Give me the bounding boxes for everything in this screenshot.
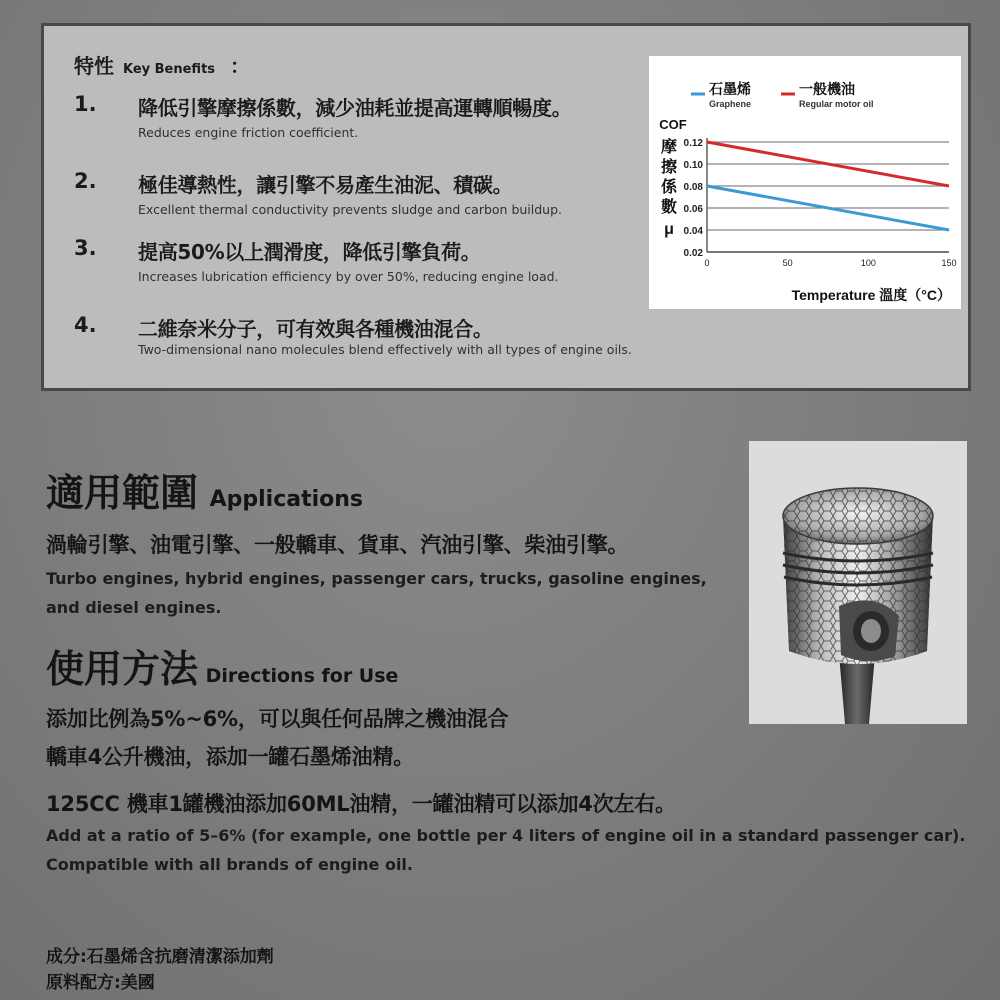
key-benefits-title xyxy=(74,50,250,79)
legend-label: 一般機油 xyxy=(799,81,855,97)
cof-chart-svg xyxy=(649,56,961,309)
x-tick-label: 150 xyxy=(941,258,957,268)
benefit-number: 2. xyxy=(74,169,97,193)
key-benefits-title-zh: 特性 xyxy=(74,54,114,78)
y-axis-label-zh-char: 摩 xyxy=(660,139,678,156)
directions-text-en-1: Add at a ratio of 5–6% (for example, one bottle per 4 liters of engine oil in a standard passenger car). xyxy=(46,826,966,845)
applications-text-en-1: Turbo engines, hybrid engines, passenger cars, trucks, gasoline engines, xyxy=(46,569,707,588)
directions-heading xyxy=(46,638,398,693)
y-tick-label: 0.08 xyxy=(683,182,703,193)
benefit-number: 3. xyxy=(74,236,97,260)
key-benefits-title-colon: ： xyxy=(230,54,250,78)
directions-title-zh: 使用方法 xyxy=(46,647,199,691)
x-tick-label: 0 xyxy=(704,258,710,268)
y-axis-label-zh-char: 數 xyxy=(660,199,678,216)
benefit-text-zh: 極佳導熱性，讓引擎不易產生油泥、積碳。 xyxy=(138,173,513,197)
directions-text-zh-2: 轎車4公升機油，添加一罐石墨烯油精。 xyxy=(46,745,415,769)
piston-icon xyxy=(749,441,967,724)
directions-title-en: Directions for Use xyxy=(205,665,399,687)
benefit-text-zh: 二維奈米分子，可有效與各種機油混合。 xyxy=(138,317,493,341)
applications-text-en-2: and diesel engines. xyxy=(46,598,222,617)
key-benefits-title-en: Key Benefits xyxy=(122,62,216,77)
x-tick-label: 100 xyxy=(860,258,876,268)
x-axis-label: Temperature 溫度（°C） xyxy=(791,287,951,303)
legend-label: 石墨烯 xyxy=(709,81,751,97)
y-tick-label: 0.04 xyxy=(683,226,703,237)
benefit-text-zh: 降低引擎摩擦係數，減少油耗並提高運轉順暢度。 xyxy=(138,96,572,120)
applications-heading xyxy=(46,462,363,517)
y-tick-label: 0.12 xyxy=(683,138,703,149)
y-tick-label: 0.10 xyxy=(683,160,703,171)
x-tick-label: 50 xyxy=(782,258,793,268)
y-axis-label-cof: COF xyxy=(659,117,687,132)
directions-text-zh-1: 添加比例為5%~6%，可以與任何品牌之機油混合 xyxy=(46,707,509,731)
y-axis-label-zh-char: 擦 xyxy=(660,159,678,176)
piston-image xyxy=(749,441,967,724)
benefit-text-zh: 提高50%以上潤滑度，降低引擎負荷。 xyxy=(138,240,481,264)
applications-text-zh: 渦輪引擎、油電引擎、一般轎車、貨車、汽油引擎、柴油引擎。 xyxy=(46,533,629,557)
cof-chart xyxy=(649,56,961,309)
directions-text-zh-3: 125CC 機車1罐機油添加60ML油精，一罐油精可以添加4次左右。 xyxy=(46,792,676,816)
benefit-text-en: Excellent thermal conductivity prevents sludge and carbon buildup. xyxy=(138,202,563,217)
y-axis-label-mu: μ xyxy=(664,221,674,238)
ingredients-text: 成分:石墨烯含抗磨清潔添加劑 xyxy=(46,947,274,967)
benefit-number: 4. xyxy=(74,313,97,337)
legend-label-en: Regular motor oil xyxy=(799,99,874,109)
origin-text: 原料配方:美國 xyxy=(46,973,155,993)
applications-title-zh: 適用範圍 xyxy=(46,471,199,515)
legend-label-en: Graphene xyxy=(709,99,752,109)
benefit-number: 1. xyxy=(74,92,97,116)
benefit-text-en: Two-dimensional nano molecules blend effectively with all types of engine oils. xyxy=(138,342,632,357)
benefit-text-en: Increases lubrication efficiency by over 50%, reducing engine load. xyxy=(138,269,559,284)
benefit-text-en: Reduces engine friction coefficient. xyxy=(138,125,359,140)
y-tick-label: 0.06 xyxy=(683,204,703,215)
applications-title-en: Applications xyxy=(209,487,364,512)
y-tick-label: 0.02 xyxy=(683,248,703,259)
y-axis-label-zh-char: 係 xyxy=(660,179,678,196)
directions-text-en-2: Compatible with all brands of engine oil. xyxy=(46,855,413,874)
